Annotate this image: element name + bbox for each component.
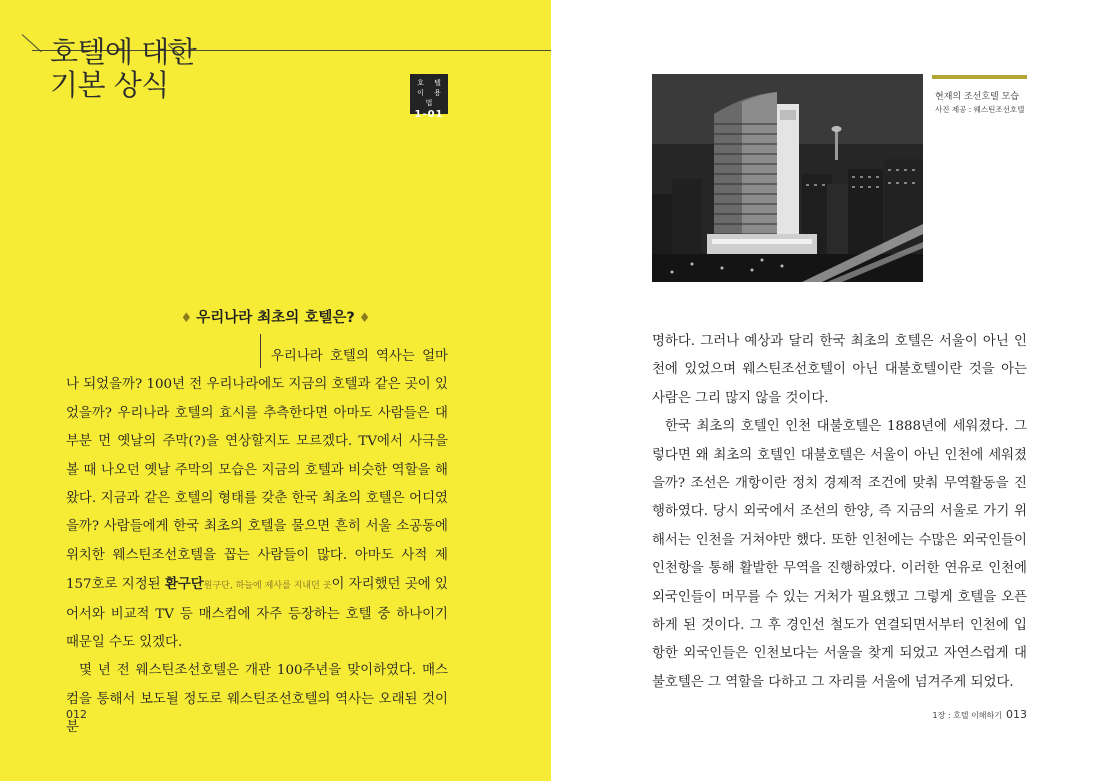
diamond-icon: ♦: [180, 311, 193, 326]
term-footnote: 원구단, 하늘에 제사를 지내던 곳: [203, 581, 332, 592]
page-number-right-value: 013: [1006, 708, 1027, 721]
photo-caption-title: 현재의 조선호텔 모습: [935, 92, 1019, 102]
badge-section-number: 1-01: [414, 109, 444, 120]
left-paragraph-2: 몇 년 전 웨스틴조선호텔은 개관 100주년을 맞이하였다. 매스컴을 통해서 보도될 정도로 웨스틴조선호텔의 역사는 오래된 것이 분: [66, 663, 448, 736]
right-paragraph-1: 명하다. 그러나 예상과 달리 한국 최초의 호텔은 서울이 아닌 인천에 있었으며 웨스틴조선호텔이 아닌 대불호텔이란 것을 아는 사람은 그리 많지 않을 것이다.: [652, 334, 1027, 406]
chapter-title-line-1: 호텔에 대한: [50, 35, 197, 69]
left-paragraph-1-part-b: 이 자리했던 곳에 있어서와 비교적 TV 등 매스컴에 자주 등장하는 호텔 중 하나이기 때문일 수도 있겠다.: [66, 577, 448, 651]
caption-accent-bar: [932, 75, 1027, 79]
section-badge: [410, 74, 448, 120]
left-body-text: [66, 343, 448, 743]
left-paragraph-1: [66, 343, 448, 657]
chapter-title-line-2: 기본 상식: [50, 68, 169, 102]
hotel-building-illustration: [652, 74, 923, 282]
right-paragraph-2: 한국 최초의 호텔인 인천 대불호텔은 1888년에 세워졌다. 그렇다면 왜 최초의 호텔인 대불호텔은 서울이 아닌 인천에 세워졌을까? 조선은 개항이란 정치 경제적 조건에 맞춰 무역활동을 진행하였다. 당시 외국에서 조선의 한양, 즉 지금의 서울로 가기 위해서는 인천을 거쳐야만 했다. 또한 인천에는 수많은 외국인들이 인천항을 통해 활발한 무역을 진행하였다. 이러한 연유로 인천에 외국인들이 머무를 수 있는 거처가 필요했고 그렇게 호텔을 오픈하게 된 것이다. 그 후 경인선 철도가 연결되면서부터 인천에 입항한 외국인들은 인천보다는 서울을 찾게 되었고 자연스럽게 대불호텔은 그 역할을 다하고 그 자리를 서울에 넘겨주게 되었다.: [652, 419, 1027, 690]
section-heading-text: 우리나라 최초의 호텔은?: [196, 310, 355, 326]
running-chapter-label: 1장 : 호텔 이해하기: [932, 711, 1002, 720]
page-number-right: [932, 708, 1027, 721]
right-body-text: [652, 328, 1027, 697]
section-heading: [0, 306, 551, 327]
hotel-building-photo: [652, 74, 923, 282]
page-number-left: 012: [66, 708, 87, 721]
photo-caption-credit: 사진 제공 : 웨스틴조선호텔: [935, 105, 1025, 114]
badge-line-2: 이 용 법: [417, 89, 445, 107]
chapter-title: [50, 36, 196, 102]
term-hwangudan: 환구단: [164, 576, 204, 593]
badge-line-1: 호 텔: [417, 79, 445, 87]
diamond-icon: ♦: [358, 311, 371, 326]
left-paragraph-1-part-a: 우리나라 호텔의 역사는 얼마 나 되었을까? 100년 전 우리나라에도 지금의 호텔과 같은 곳이 있었을까? 우리나라 호텔의 효시를 추측한다면 아마도 사람들은 대부분 먼 옛날의 주막(?)을 연상할지도 모르겠다. TV에서 사극을 볼 때 나오던 옛날 주막의 모습은 지금의 호텔과 비슷한 역할을 해왔다. 지금과 같은 호텔의 형태를 갖춘 한국 최초의 호텔은 어디였을까? 사람들에게 한국 최초의 호텔을 물으면 흔히 서울 소공동에 위치한 웨스틴조선호텔을 꼽는 사람들이 많다. 아마도 사적 제157호로 지정된: [66, 349, 448, 593]
